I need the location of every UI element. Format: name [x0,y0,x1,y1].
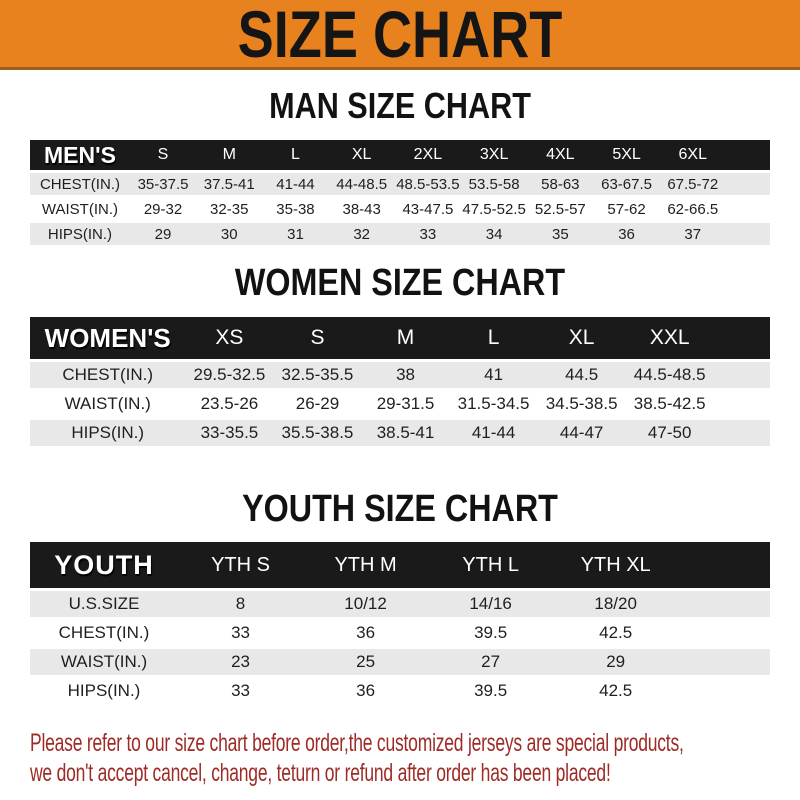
size-value-cell: 33-35.5 [185,420,273,446]
youth-measurement-row [30,620,770,646]
size-value-cell: 47.5-52.5 [461,198,527,220]
youth-column-header: YTH L [428,542,553,588]
women-column-header: S [273,317,361,359]
size-value-cell: 31.5-34.5 [450,391,538,417]
size-value-cell: 33 [178,620,303,646]
size-value-cell: 30 [196,223,262,245]
row-label: WAIST(IN.) [30,198,130,220]
size-value-cell: 14/16 [428,591,553,617]
footer-note-line1: Please refer to our size chart before order,the customized jerseys are special products, [30,729,684,757]
row-label: HIPS(IN.) [30,678,178,704]
row-spacer-cell [678,649,770,675]
row-label: WAIST(IN.) [30,391,185,417]
size-value-cell: 33 [395,223,461,245]
size-value-cell: 44.5 [538,362,626,388]
row-spacer-cell [726,173,770,195]
size-value-cell: 32 [329,223,395,245]
women-size-table [30,314,770,449]
size-value-cell: 38.5-42.5 [626,391,714,417]
size-value-cell: 42.5 [553,620,678,646]
men-column-header: 4XL [527,140,593,170]
men-column-header: M [196,140,262,170]
youth-header-row [30,542,770,588]
men-column-header: 3XL [461,140,527,170]
size-value-cell: 38-43 [329,198,395,220]
youth-column-header: YTH S [178,542,303,588]
men-size-table [30,137,770,248]
footer-note-line2: we don't accept cancel, change, teturn or refund after order has been placed! [30,759,611,787]
row-spacer-cell [726,198,770,220]
size-value-cell: 35-37.5 [130,173,196,195]
size-value-cell: 35.5-38.5 [273,420,361,446]
men-column-header: 5XL [593,140,659,170]
size-value-cell: 63-67.5 [593,173,659,195]
row-label: CHEST(IN.) [30,620,178,646]
row-label: CHEST(IN.) [30,362,185,388]
size-value-cell: 41 [450,362,538,388]
size-value-cell: 32.5-35.5 [273,362,361,388]
row-spacer-cell [678,678,770,704]
size-value-cell: 39.5 [428,620,553,646]
women-measurement-row [30,391,770,417]
size-value-cell: 42.5 [553,678,678,704]
youth-column-header: YTH M [303,542,428,588]
size-value-cell: 52.5-57 [527,198,593,220]
size-value-cell: 44.5-48.5 [626,362,714,388]
row-label: CHEST(IN.) [30,173,130,195]
men-column-header: XL [329,140,395,170]
footer-note [0,707,800,788]
row-label: HIPS(IN.) [30,420,185,446]
women-column-header: L [450,317,538,359]
header-spacer-cell [726,140,770,170]
women-column-header: XXL [626,317,714,359]
row-spacer-cell [678,591,770,617]
size-value-cell: 29 [553,649,678,675]
size-value-cell: 23.5-26 [185,391,273,417]
size-chart-banner [0,0,800,70]
women-measurement-row [30,420,770,446]
women-header-row [30,317,770,359]
size-chart-title: SIZE CHART [237,0,563,71]
size-value-cell: 8 [178,591,303,617]
size-value-cell: 29-32 [130,198,196,220]
size-value-cell: 10/12 [303,591,428,617]
women-column-header: M [362,317,450,359]
men-measurement-row [30,198,770,220]
women-column-header: XS [185,317,273,359]
youth-measurement-row [30,649,770,675]
men-column-header: S [130,140,196,170]
men-measurement-row [30,173,770,195]
row-spacer-cell [714,391,770,417]
size-value-cell: 44-47 [538,420,626,446]
size-value-cell: 35-38 [262,198,328,220]
men-column-header: L [262,140,328,170]
women-size-heading: WOMEN SIZE CHART [234,262,566,304]
youth-column-header: YTH XL [553,542,678,588]
size-value-cell: 29-31.5 [362,391,450,417]
man-size-section [0,70,800,248]
man-size-heading: MAN SIZE CHART [269,85,531,126]
row-label: HIPS(IN.) [30,223,130,245]
size-value-cell: 41-44 [262,173,328,195]
size-value-cell: 58-63 [527,173,593,195]
size-value-cell: 27 [428,649,553,675]
size-value-cell: 36 [593,223,659,245]
row-spacer-cell [714,420,770,446]
header-spacer-cell [678,542,770,588]
men-header-row [30,140,770,170]
men-group-label: MEN'S [30,140,130,170]
women-measurement-row [30,362,770,388]
header-spacer-cell [714,317,770,359]
youth-group-label: YOUTH [30,542,178,588]
row-spacer-cell [678,620,770,646]
size-value-cell: 36 [303,620,428,646]
youth-measurement-row [30,678,770,704]
row-label: U.S.SIZE [30,591,178,617]
women-group-label: WOMEN'S [30,317,185,359]
men-column-header: 6XL [660,140,726,170]
youth-measurement-row [30,591,770,617]
youth-size-table [30,539,770,707]
men-column-header: 2XL [395,140,461,170]
size-value-cell: 43-47.5 [395,198,461,220]
size-value-cell: 37.5-41 [196,173,262,195]
youth-size-section [0,449,800,707]
size-value-cell: 29 [130,223,196,245]
size-value-cell: 39.5 [428,678,553,704]
size-value-cell: 34 [461,223,527,245]
size-value-cell: 44-48.5 [329,173,395,195]
size-value-cell: 53.5-58 [461,173,527,195]
size-value-cell: 25 [303,649,428,675]
size-value-cell: 38 [362,362,450,388]
size-value-cell: 18/20 [553,591,678,617]
size-value-cell: 35 [527,223,593,245]
size-value-cell: 23 [178,649,303,675]
youth-size-heading: YOUTH SIZE CHART [242,488,558,530]
size-value-cell: 29.5-32.5 [185,362,273,388]
row-spacer-cell [726,223,770,245]
size-value-cell: 67.5-72 [660,173,726,195]
size-value-cell: 38.5-41 [362,420,450,446]
size-value-cell: 34.5-38.5 [538,391,626,417]
size-value-cell: 47-50 [626,420,714,446]
row-label: WAIST(IN.) [30,649,178,675]
size-value-cell: 32-35 [196,198,262,220]
women-column-header: XL [538,317,626,359]
size-value-cell: 36 [303,678,428,704]
size-value-cell: 62-66.5 [660,198,726,220]
size-value-cell: 48.5-53.5 [395,173,461,195]
row-spacer-cell [714,362,770,388]
men-measurement-row [30,223,770,245]
women-size-section [0,248,800,449]
size-value-cell: 41-44 [450,420,538,446]
size-value-cell: 31 [262,223,328,245]
size-value-cell: 57-62 [593,198,659,220]
size-value-cell: 33 [178,678,303,704]
size-value-cell: 26-29 [273,391,361,417]
size-value-cell: 37 [660,223,726,245]
